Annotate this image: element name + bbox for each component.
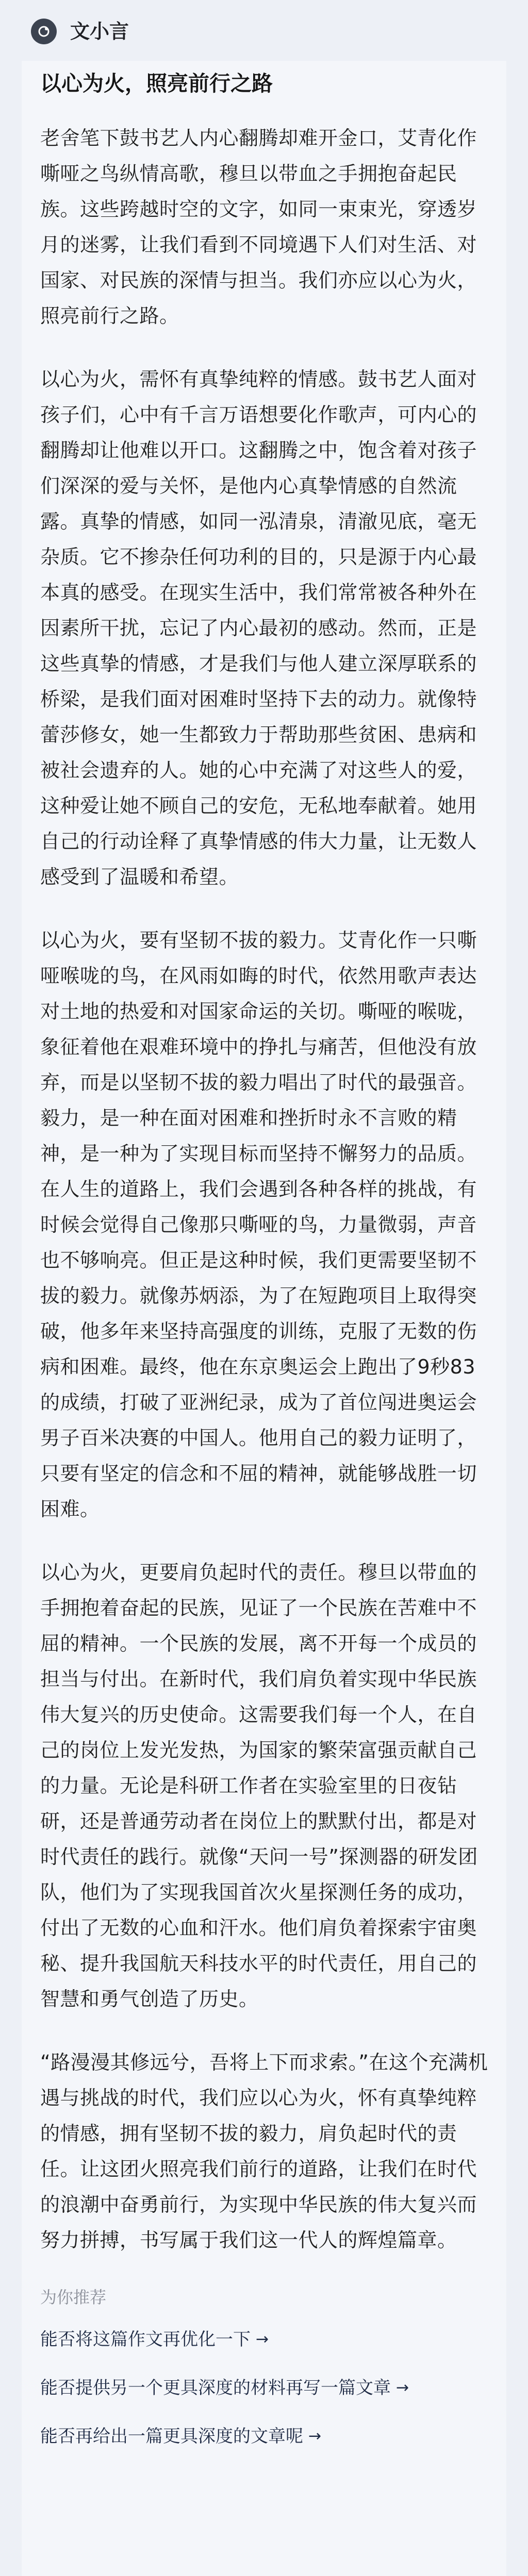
article-paragraph: 老舍笔下鼓书艺人内心翻腾却难开金口，艾青化作嘶哑之鸟纵情高歌，穆旦以带血之手拥抱奋起民族。这些跨越时空的文字，如同一束束光，穿透岁月的迷雾，让我们看到不同境遇下人们对生活、对国家、对民族的深情与担当。我们亦应以心为火，照亮前行之路。 [40, 127, 477, 327]
article-paragraph: “路漫漫其修远兮，吾将上下而求索。”在这个充满机遇与挑战的时代，我们应以心为火，怀有真挚纯粹的情感，拥有坚韧不拔的毅力，肩负起时代的责任。让这团火照亮我们前行的道路，让我们在时代的浪潮中奋勇前行，为实现中华民族的伟大复兴而努力拼搏，书写属于我们这一代人的辉煌篇章。 [40, 2051, 488, 2251]
article-title: 以心为火，照亮前行之路 [40, 71, 273, 96]
article-paragraph: 以心为火，更要肩负起时代的责任。穆旦以带血的手拥抱着奋起的民族，见证了一个民族在苦难中不屈的精神。一个民族的发展，离不开每一个成员的担当与付出。在新时代，我们肩负着实现中华民族伟大复兴的历史使命。这需要我们每一个人，在自己的岗位上发光发热，为国家的繁荣富强贡献自己的力量。无论是科研工作者在实验室里的日夜钻研，还是普通劳动者在岗位上的默默付出，都是对时代责任的践行。就像“天问一号”探测器的研发团队，他们为了实现我国首次火星探测任务的成功，付出了无数的心血和汗水。他们肩负着探索宇宙奥秘、提升我国航天科技水平的时代责任，用自己的智慧和勇气创造了历史。 [40, 1561, 478, 2010]
suggestion-deeper-article[interactable] [40, 2424, 489, 2449]
arrow-right-icon: → [256, 2330, 269, 2348]
answer-content [40, 69, 489, 2472]
article-paragraph: 以心为火，需怀有真挚纯粹的情感。鼓书艺人面对孩子们，心中有千言万语想要化作歌声，可内心的翻腾却让他难以开口。这翻腾之中，饱含着对孩子们深深的爱与关怀，是他内心真挚情感的自然流露。真挚的情感，如同一泓清泉，清澈见底，毫无杂质。它不掺杂任何功利的目的，只是源于内心最本真的感受。在现实生活中，我们常常被各种外在因素所干扰，忘记了内心最初的感动。然而，正是这些真挚的情感，才是我们与他人建立深厚联系的桥梁，是我们面对困难时坚持下去的动力。就像特蕾莎修女，她一生都致力于帮助那些贫困、患病和被社会遗弃的人。她的心中充满了对这些人的爱，这种爱让她不顾自己的安危，无私地奉献着。她用自己的行动诠释了真挚情感的伟大力量，让无数人感受到了温暖和希望。 [40, 368, 477, 888]
suggestion-text: 能否再给出一篇更具深度的文章呢 [40, 2426, 303, 2447]
arrow-right-icon: → [308, 2427, 322, 2445]
suggestion-new-material[interactable] [40, 2376, 489, 2400]
article-paragraph: 以心为火，要有坚韧不拔的毅力。艾青化作一只嘶哑喉咙的鸟，在风雨如晦的时代，依然用歌声表达对土地的热爱和对国家命运的关切。嘶哑的喉咙，象征着他在艰难环境中的挣扎与痛苦，但他没有放弃，而是以坚韧不拔的毅力唱出了时代的最强音。毅力，是一种在面对困难和挫折时永不言败的精神，是一种为了实现目标而坚持不懈努力的品质。在人生的道路上，我们会遇到各种各样的挑战，有时候会觉得自己像那只嘶哑的鸟，力量微弱，声音也不够响亮。但正是这种时候，我们更需要坚韧不拔的毅力。就像苏炳添，为了在短跑项目上取得突破，他多年来坚持高强度的训练，克服了无数的伤病和困难。最终，他在东京奥运会上跑出了9秒83的成绩，打破了亚洲纪录，成为了首位闯进奥运会男子百米决赛的中国人。他用自己的毅力证明了，只要有坚定的信念和不屈的精神，就能够战胜一切困难。 [40, 929, 477, 1520]
suggestion-optimize[interactable] [40, 2327, 489, 2352]
arrow-right-icon: → [396, 2379, 409, 2397]
app-name: 文小言 [70, 20, 129, 43]
suggestion-text: 能否提供另一个更具深度的材料再写一篇文章 [40, 2378, 391, 2398]
suggestions-label: 为你推荐 [40, 2287, 107, 2307]
suggestion-text: 能否将这篇作文再优化一下 [40, 2329, 251, 2350]
app-header [0, 0, 528, 61]
sparkle-icon[interactable] [31, 19, 57, 44]
